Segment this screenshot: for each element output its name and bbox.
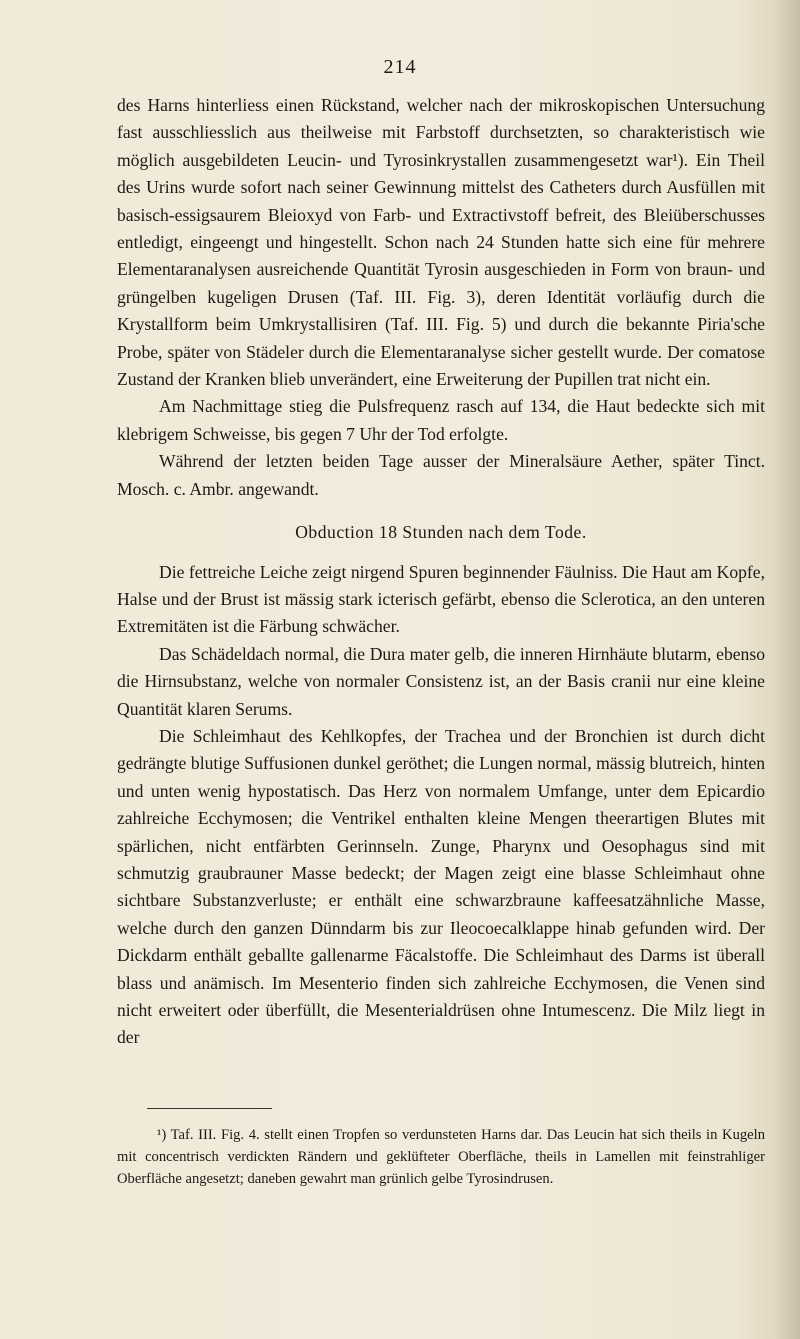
section-heading: Obduction 18 Stunden nach dem Tode. [295, 522, 587, 543]
footnote-divider [147, 1108, 272, 1109]
paragraph: Die fettreiche Leiche zeigt nirgend Spuren beginnender Fäulniss. Die Haut am Kopfe, Halse und der Brust ist mässig stark icterisch gefärbt, ebenso die Sclerotica, an den unteren Extremitäten ist die Färbung schwächer. [117, 561, 765, 637]
paragraph: Während der letzten beiden Tage ausser der Mineralsäure Aether, später Tinct. Mosch. c. Ambr. angewandt. [117, 451, 765, 499]
paragraph: Am Nachmittage stieg die Pulsfrequenz rasch auf 134, die Haut bedeckte sich mit klebrigem Schweisse, bis gegen 7 Uhr der Tod erfolgte. [117, 396, 765, 444]
paragraph: Das Schädeldach normal, die Dura mater gelb, die inneren Hirnhäute blutarm, ebenso die Hirnsubstanz, welche von normaler Consistenz ist, an der Basis cranii nur eine kleine Quantität klaren Serums. [117, 643, 765, 719]
page-number: 214 [383, 56, 417, 78]
body-text [117, 92, 765, 1052]
paragraph: des Harns hinterliess einen Rückstand, welcher nach der mikroskopischen Untersuchung fast ausschliesslich aus theilweise mit Farbstoff durchsetzten, so charakteristisch wie möglich ausgebildeten Leucin- und Tyrosinkrystallen zusammengesetzt war¹). Ein Theil des Urins wurde sofort nach seiner Gewinnung mittelst des Catheters durch Ausfüllen mit basisch-essigsaurem Bleioxyd von Farb- und Extractivstoff befreit, des Bleiüberschusses entledigt, eingeengt und hingestellt. Schon nach 24 Stunden hatte sich eine für mehrere Elementaranalysen ausreichende Quantität Tyrosin ausgeschieden in Form von braun- und grüngelben kugeligen Drusen (Taf. III. Fig. 3), deren Identität vorläufig durch die Krystallform beim Umkrystallisiren (Taf. III. Fig. 5) und durch die bekannte Piria'sche Probe, später von Städeler durch die Elementaranalyse sicher gestellt wurde. Der comatose Zustand der Kranken blieb unverändert, eine Erweiterung der Pupillen trat nicht ein. [117, 95, 765, 390]
footnote: ¹) Taf. III. Fig. 4. stellt einen Tropfen so verdunsteten Harns dar. Das Leucin hat sich theils in Kugeln mit concentrisch verdickten Rändern und geklüfteter Oberfläche, theils in Lamellen mit feinstrahliger Oberfläche angesetzt; daneben gewahrt man grünlich gelbe Tyrosindrusen. [117, 1127, 765, 1187]
paragraph: Die Schleimhaut des Kehlkopfes, der Trachea und der Bronchien ist durch dicht gedrängte blutige Suffusionen dunkel geröthet; die Lungen normal, mässig blutreich, hinten und unten wenig hypostatisch. Das Herz von normalem Umfange, unter dem Epicardio zahlreiche Ecchymosen; die Ventrikel enthalten kleine Mengen theerartigen Blutes mit spärlichen, nicht entfärbten Gerinnseln. Zunge, Pharynx und Oesophagus sind mit schmutzig graubrauner Masse bedeckt; der Magen zeigt eine blasse Schleimhaut ohne sichtbare Substanzverluste; er enthält eine schwarzbraune kaffeesatzähnliche Masse, welche durch den ganzen Dünndarm bis zur Ileocoecalklappe hinab gefunden wird. Der Dickdarm enthält geballte gallenarme Fäcalstoffe. Die Schleimhaut des Darms ist überall blass und anämisch. Im Mesenterio finden sich zahlreiche Ecchymosen, die Venen sind nicht erweitert oder überfüllt, die Mesenterialdrüsen ohne Intumescenz. Die Milz liegt in der [117, 725, 765, 1048]
